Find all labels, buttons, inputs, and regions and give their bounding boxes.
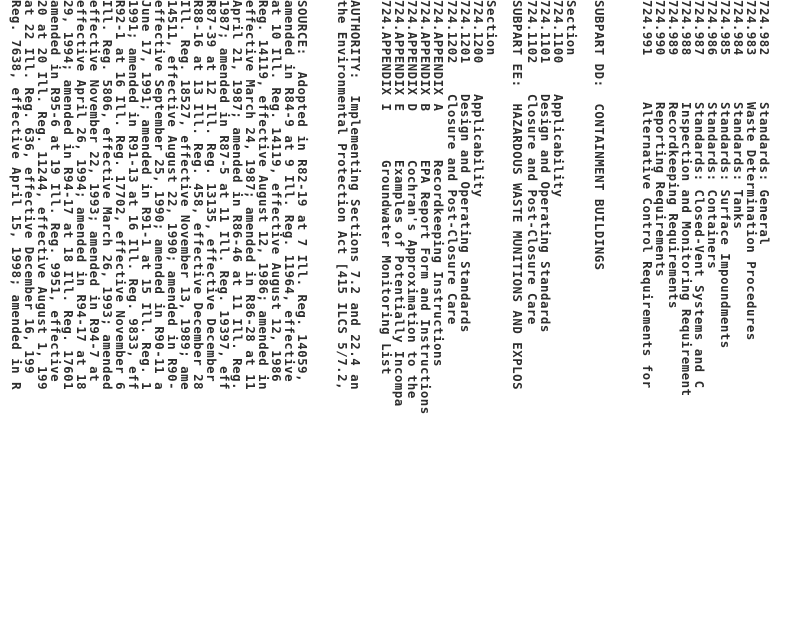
source-line: June 17, 1991; amended in R91-1 at 15 Ill. Reg. 1 [139,0,154,391]
authority-line: the Environmental Protection Act [415 ILCS 5/7.2, [335,0,350,391]
source-line: 29, 1994; amended in R94-17 at 18 Ill. Reg. 17601 [61,0,76,391]
section-title: Recordkeeping Instructions [431,160,446,367]
section-code: 724.987 [692,0,707,56]
source-line: SOURCE: Adopted in R82-19 at 7 Ill. Reg. 14059, [295,0,310,383]
subpart-ee-heading: SUBPART EE: HAZARDOUS WASTE MUNITIONS AND EXPLOS [510,0,525,391]
section-title: Closure and Post-Closure Care [445,94,460,325]
section-title: Applicability [471,94,486,198]
authority-line: AUTHORITY: Implementing Sections 7.2 and 22.4 an [348,0,363,391]
source-line: effective September 25, 1990; amended in R90-11 a [152,0,167,391]
section-code: 724.985 [718,0,733,56]
section-title: EPA Report Form and Instructions [418,160,433,415]
source-line: Ill. Reg. 18527, effective November 13, 1989; ame [178,0,193,391]
section-title: Reporting Requirements [653,102,668,278]
subpart-dd-heading: SUBPART DD: CONTAINMENT BUILDINGS [592,0,607,271]
section-code: 724.APPENDIX B [418,0,433,112]
source-line: R92-1 at 16 Ill. Reg. 17702, effective November 6 [113,0,128,391]
section-code: 724.989 [666,0,681,56]
section-code: 724.1100 [551,0,566,64]
section-code: 724.APPENDIX I [379,0,394,112]
section-title: Standards: Tanks [731,102,746,230]
section-title: Waste Determination Procedures [744,102,759,341]
source-line: R87-39 at 12 Ill. Reg. 13135, effective December [204,0,219,383]
section-title: Design and Operating Standards [538,94,553,333]
source-line: R88-16 at 13 Ill. Reg. 458, effective December 28 [191,0,206,391]
section-code: 724.1200 [471,0,486,64]
section-code: 724.1101 [538,0,553,64]
section-code: 724.982 [757,0,772,56]
section-label: Section [564,0,579,56]
section-title: Recordkeeping Requirements [666,102,681,309]
source-line: Reg. 14119, effective August 12, 1986; amended in [256,0,271,391]
section-label: Section [484,0,499,56]
source-line: Ill. Reg. 5806, effective March 26, 1993; amended [100,0,115,391]
source-line: April 21, 1987; amended in R86-46 at 11 Ill. Reg. [230,0,245,391]
section-code: 724.991 [640,0,655,56]
source-line: effective April 26, 1994; amended in R94-17 at 18 [74,0,89,391]
section-title: Closure and Post-Closure Care [525,94,540,325]
source-line: amended in R95-6 at 19 Ill. Reg. 9951, effective [48,0,63,383]
section-code: 724.983 [744,0,759,56]
section-code: 724.988 [679,0,694,56]
section-title: Standards: Surface Impoundments [718,102,733,349]
source-line: effective November 22, 1993; amended in R94-7 at [87,0,102,383]
source-line: Reg. 7638, effective April 15, 1998; amended in R [9,0,24,391]
section-code: 724.1202 [445,0,460,64]
source-line: amended in R84-9 at 9 Ill. Reg. 11964, effective [282,0,297,383]
section-title: Alternative Control Requirements for [640,102,655,389]
section-code: 724.APPENDIX E [392,0,407,112]
section-title: Inspection and Monitoring Requirement [679,102,694,397]
section-code: 724.1201 [458,0,473,64]
source-line: at 10 Ill. Reg. 14119, effective August 12, 1986 [269,0,284,383]
source-line: 1991; amended in R91-13 at 16 Ill. Reg. 9833, eff [126,0,141,391]
source-line: 20 at 20 Ill. Reg. 11244, effective August 1, 199 [35,0,50,391]
section-title: Examples of Potentially Incompa [392,160,407,407]
section-title: Applicability [551,94,566,198]
section-code: 724.1102 [525,0,540,64]
source-line: effective March 24, 1987; amended in R86-28 at 11 [243,0,258,391]
section-code: 724.APPENDIX D [405,0,420,112]
section-code: 724.APPENDIX A [431,0,446,112]
source-line: 1987; amended in R87-5 at 11 Ill. Reg. 19397, eff [217,0,232,391]
source-line: at 22 Ill. Reg. 636, effective December 16, 199 [22,0,37,375]
section-code: 724.990 [653,0,668,56]
section-title: Design and Operating Standards [458,94,473,333]
section-code: 724.986 [705,0,720,56]
section-title: Standards: Closed-Vent Systems and C [692,102,707,389]
section-title: Groundwater Monitoring List [379,160,394,375]
section-code: 724.984 [731,0,746,56]
section-title: Standards: Containers [705,102,720,270]
section-title: Cochran's Approximation to the [405,160,420,399]
section-title: Standards: General [757,102,772,246]
source-line: 14511, effective August 22, 1990; amended in R90- [165,0,180,391]
